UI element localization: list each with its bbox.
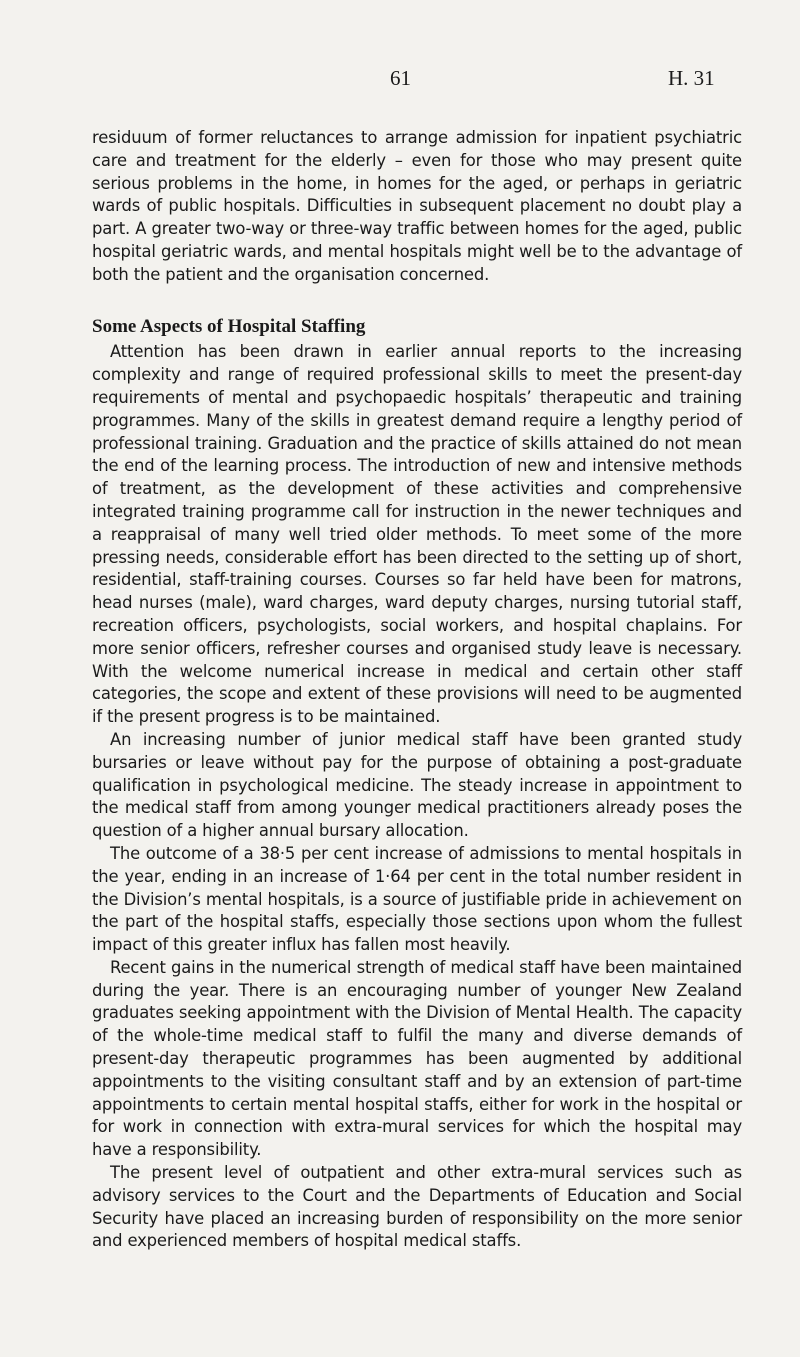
section-heading: Some Aspects of Hospital Staffing bbox=[92, 315, 366, 337]
paragraph: Attention has been drawn in earlier annual reports to the increasing complexity and range of required professional skills to meet the present-day requirements of mental and psychopaedic hospitals’ therapeutic and training programmes. Many of the skills in greatest demand require a lengthy period of professional training. Graduation and the practice of skills attained do not mean the end of the learning process. The introduction of new and intensive methods of treatment, as the development of these activities and comprehensive integrated training programme call for instruction in the newer techniques and a reappraisal of many well tried older methods. To meet some of the more pressing needs, considerable effort has been directed to the setting up of short, residential, staff-training courses. Courses so far held have been for matrons, head nurses (male), ward charges, ward deputy charges, nursing tutorial staff, recreation officers, psychologists, social workers, and hospital chaplains. For more senior officers, refresher courses and organised study leave is necessary. With the welcome numerical increase in medical and certain other staff categories, the scope and extent of these provisions will need to be augmented if the present progress is to be maintained. bbox=[92, 342, 742, 727]
page-header bbox=[0, 66, 800, 106]
page-number: 61 bbox=[390, 66, 411, 90]
paragraph: The present level of outpatient and other extra-mural services such as advisory services to the Court and the Departments of Education and Social Security have placed an increasing burden of responsibility on the more senior and experienced members of hospital medical staffs. bbox=[92, 1163, 742, 1251]
body-text bbox=[92, 127, 742, 1253]
paragraph: The outcome of a 38·5 per cent increase of admissions to mental hospitals in the year, ending in an increase of 1·64 per cent in the total number resident in the Division’s mental hospitals, is a source of justifiable pride in achievement on the part of the hospital staffs, especially those sections upon whom the fullest impact of this greater influx has fallen most heavily. bbox=[92, 843, 742, 955]
paragraph-continuation: residuum of former reluctances to arrange admission for inpatient psychiatric care and treatment for the elderly – even for those who may present quite serious problems in the home, in homes for the aged, or perhaps in geriatric wards of public hospitals. Difficulties in subsequent placement no doubt play a part. A greater two-way or three-way traffic between homes for the aged, public hospital geriatric wards, and mental hospitals might well be to the advantage of both the patient and the organisation concerned. bbox=[92, 128, 742, 284]
paragraph: Recent gains in the numerical strength of medical staff have been maintained during the year. There is an encouraging number of younger New Zealand graduates seeking appointment with the Division of Mental Health. The capacity of the whole-time medical staff to fulfil the many and diverse demands of present-day therapeutic programmes has been augmented by additional appointments to the visiting consultant staff and by an extension of part-time appointments to certain mental hospital staffs, either for work in the hospital or for work in connection with extra-mural services for which the hospital may have a responsibility. bbox=[92, 957, 742, 1160]
document-reference: H. 31 bbox=[668, 66, 715, 90]
paragraph: An increasing number of junior medical staff have been granted study bursaries or leave without pay for the purpose of obtaining a post-graduate qualification in psychological medicine. The steady increase in appointment to the medical staff from among younger medical practitioners already poses the question of a higher annual bursary allocation. bbox=[92, 729, 742, 841]
